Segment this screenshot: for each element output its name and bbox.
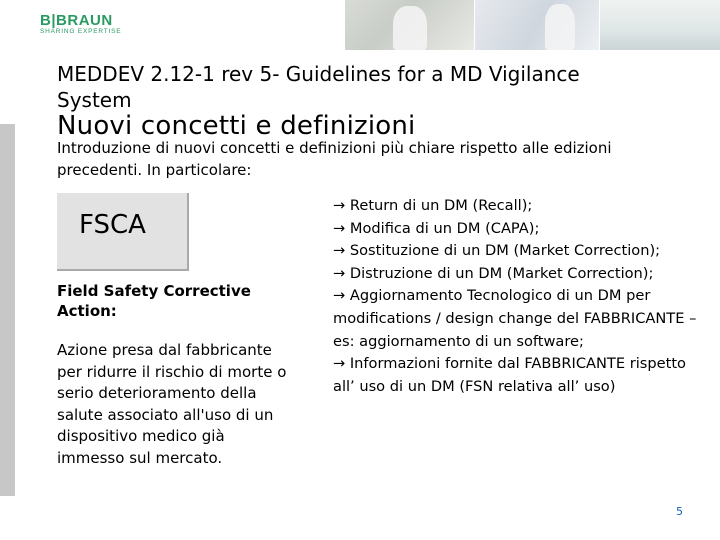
intro-text: Introduzione di nuovi concetti e definizioni più chiare rispetto alle edizioni precedenti. In particolare: <box>57 139 612 179</box>
actions-list <box>333 195 703 398</box>
fsca-box <box>57 193 189 271</box>
list-item: → Modifica di un DM (CAPA); <box>333 219 540 237</box>
list-item: → Aggiornamento Tecnologico di un DM per modifications / design change del FABBRICANTE – es: aggiornamento di un software; <box>333 287 697 350</box>
fsca-acronym: FSCA <box>79 210 146 240</box>
fsca-definition: Field Safety Corrective Action: <box>57 282 251 320</box>
slide-subtitle: Nuovi concetti e definizioni <box>57 111 416 141</box>
fsca-description: Azione presa dal fabbricante per ridurre il rischio di morte o serio deterioramento della salute associato all'uso di un dispositivo medico già immesso sul mercato. <box>57 341 287 467</box>
page-number: 5 <box>676 505 683 518</box>
list-item: → Sostituzione di un DM (Market Correction); <box>333 242 661 260</box>
header-photo-device <box>600 0 720 50</box>
bbraun-logo <box>40 12 121 35</box>
left-accent-bar <box>0 124 15 496</box>
slide-title: MEDDEV 2.12-1 rev 5- Guidelines for a MD Vigilance System <box>57 62 580 112</box>
header-photo-lab <box>345 0 475 50</box>
list-item: → Informazioni fornite dal FABBRICANTE rispetto all’ uso di un DM (FSN relativa all’ uso) <box>333 355 686 395</box>
list-item: → Return di un DM (Recall); <box>333 197 533 214</box>
logo-tagline: SHARING EXPERTISE <box>40 28 122 35</box>
logo-wordmark: B|BRAUN <box>40 12 113 29</box>
header-band <box>0 0 720 50</box>
header-photo-clinic <box>475 0 600 50</box>
list-item: → Distruzione di un DM (Market Correction); <box>333 264 654 282</box>
